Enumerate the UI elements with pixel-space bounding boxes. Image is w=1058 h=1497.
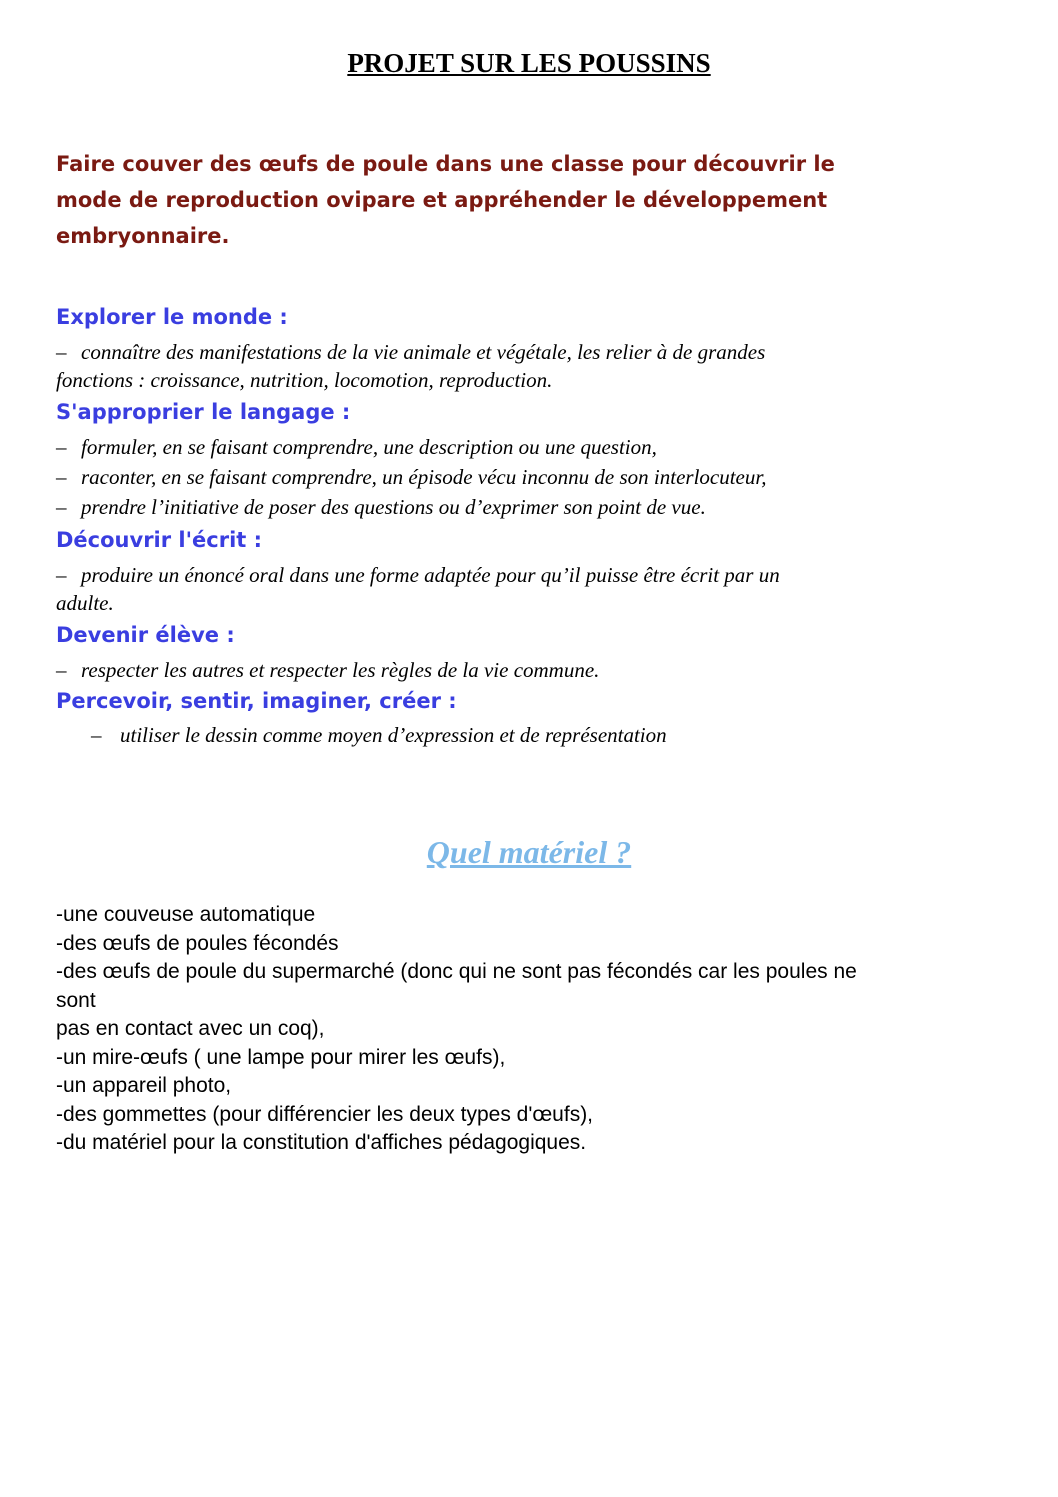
dash-marker: – xyxy=(56,435,67,459)
heading-percevoir: Percevoir, sentir, imaginer, créer : xyxy=(56,689,457,713)
list-item: sont xyxy=(56,988,96,1012)
objective-line-continued: adulte. xyxy=(56,591,114,615)
dash-marker: – xyxy=(56,340,67,364)
project-goal xyxy=(56,146,1016,254)
dash-marker: – xyxy=(56,658,67,682)
heading-decouvrir-ecrit: Découvrir l'écrit : xyxy=(56,528,263,552)
heading-devenir-eleve: Devenir élève : xyxy=(56,623,235,647)
list-item: -des œufs de poules fécondés xyxy=(56,931,339,955)
page-title: PROJET SUR LES POUSSINS xyxy=(347,48,711,78)
objective-line: – connaître des manifestations de la vie animale et végétale, les relier à de grandes xyxy=(56,340,766,364)
dash-marker: – xyxy=(56,563,67,587)
project-goal-line: embryonnaire. xyxy=(56,224,230,248)
objective-line: – produire un énoncé oral dans une forme adaptée pour qu’il puisse être écrit par un xyxy=(56,563,780,587)
objective-line: – raconter, en se faisant comprendre, un épisode vécu inconnu de son interlocuteur, xyxy=(56,465,767,489)
project-goal-line: Faire couver des œufs de poule dans une classe pour découvrir le xyxy=(56,152,835,176)
list-item: pas en contact avec un coq), xyxy=(56,1017,325,1040)
objective-line: – respecter les autres et respecter les règles de la vie commune. xyxy=(56,658,600,682)
objective-line: – utiliser le dessin comme moyen d’expression et de représentation xyxy=(91,723,667,747)
list-item: -des gommettes (pour différencier les deux types d'œufs), xyxy=(56,1102,594,1126)
heading-explorer-le-monde: Explorer le monde : xyxy=(56,305,288,329)
material-heading: Quel matériel ? xyxy=(426,834,632,870)
list-item: -une couveuse automatique xyxy=(56,903,316,926)
heading-approprier-langage: S'approprier le langage : xyxy=(56,400,351,424)
objective-line: – prendre l’initiative de poser des questions ou d’exprimer son point de vue. xyxy=(56,495,706,519)
dash-marker: – xyxy=(56,465,67,489)
objective-line-continued: fonctions : croissance, nutrition, locomotion, reproduction. xyxy=(56,368,553,392)
list-item: -un mire-œufs ( une lampe pour mirer les œufs), xyxy=(56,1045,506,1069)
project-goal-line: mode de reproduction ovipare et appréhender le développement xyxy=(56,188,828,212)
list-item: -des œufs de poule du supermarché (donc qui ne sont pas fécondés car les poules ne xyxy=(56,960,857,983)
dash-marker: – xyxy=(91,723,102,747)
material-list xyxy=(56,901,1026,1158)
dash-marker: – xyxy=(56,495,67,519)
list-item: -un appareil photo, xyxy=(56,1074,232,1097)
list-item: -du matériel pour la constitution d'affiches pédagogiques. xyxy=(56,1131,587,1154)
objective-line: – formuler, en se faisant comprendre, une description ou une question, xyxy=(56,435,657,459)
